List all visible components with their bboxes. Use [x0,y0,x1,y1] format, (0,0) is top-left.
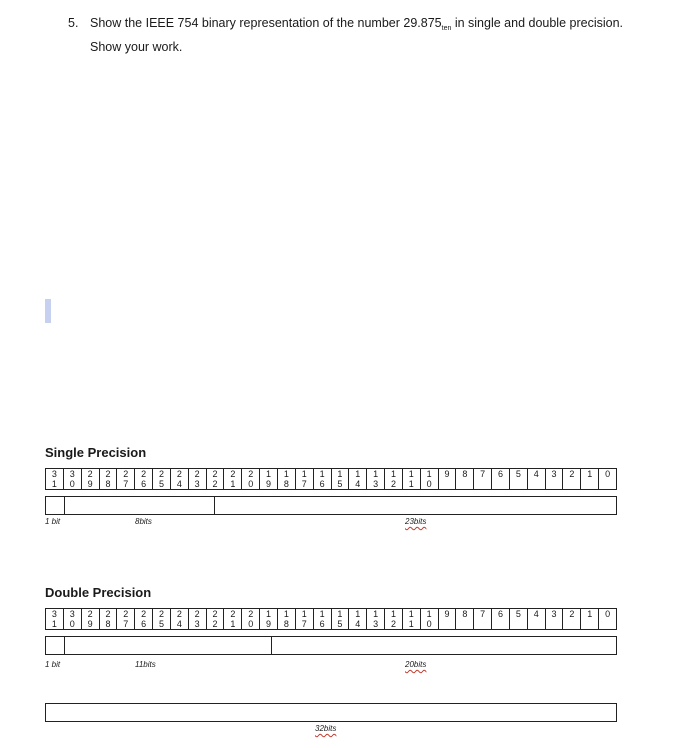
bit-index-digit: 5 [158,619,164,629]
bit-index-digit: 5 [158,479,164,489]
bit-index-digit: 0 [605,469,611,479]
bit-index-digit: 2 [212,619,218,629]
bit-index-digit: 1 [408,479,414,489]
bit-index-digit: 2 [230,609,236,619]
bit-index-digit: 4 [533,469,539,479]
double-sign-label: 1 bit [45,660,61,669]
bit-index-digit: 2 [87,609,93,619]
bit-index-digit: 9 [87,479,93,489]
bit-index-digit: 2 [158,469,164,479]
bit-index-digit: 6 [141,479,147,489]
bit-index-digit [546,619,563,629]
bit-index-digit: 1 [355,469,361,479]
bit-index-cell [527,469,545,490]
bit-index-digit: 0 [426,619,432,629]
bit-index-digit: 0 [426,479,432,489]
bit-index-digit: 6 [319,479,325,489]
bit-index-cell [242,609,260,630]
bit-index-digit: 0 [248,479,254,489]
bit-index-cell [277,469,295,490]
bit-index-cell [509,609,527,630]
single-fraction-label: 23bits [405,517,427,526]
bit-index-digit [474,619,491,629]
bit-index-digit: 2 [569,609,575,619]
bit-index-digit: 7 [123,479,129,489]
text-cursor [45,299,51,323]
bit-index-cell [349,469,367,490]
bit-index-digit [563,619,580,629]
bit-index-cell [581,469,599,490]
bit-index-cell [170,469,188,490]
bit-index-cell [385,609,403,630]
bit-index-cell [349,609,367,630]
bit-index-digit: 1 [230,479,236,489]
bit-index-digit: 1 [355,609,361,619]
bit-index-cell [420,469,438,490]
bit-index-cell [492,469,510,490]
bit-index-digit: 3 [551,469,557,479]
bit-index-cell [331,609,349,630]
single-exponent-field[interactable] [65,497,215,514]
bit-index-cell [188,469,206,490]
single-sign-field[interactable] [46,497,65,514]
single-fraction-field[interactable] [215,497,616,514]
bit-index-digit: 6 [498,469,504,479]
bit-index-cell [438,469,456,490]
bit-index-digit: 1 [266,609,272,619]
bit-index-digit [581,619,598,629]
bit-index-digit [492,479,509,489]
question-number: 5. [68,16,79,30]
bit-index-cell [581,609,599,630]
bit-index-digit: 8 [105,479,111,489]
single-bit-index-table [45,468,617,490]
bit-index-digit: 1 [266,469,272,479]
bit-index-cell [367,469,385,490]
bit-index-digit: 5 [337,619,343,629]
bit-index-digit: 2 [390,479,396,489]
bit-index-cell [599,469,617,490]
bit-index-cell [509,469,527,490]
bit-index-digit: 7 [480,609,486,619]
single-field-row [45,496,617,515]
double-field-row [45,636,617,655]
bit-index-digit: 2 [176,609,182,619]
bit-index-digit: 2 [248,609,254,619]
bit-index-digit [439,619,456,629]
bit-index-cell [563,609,581,630]
bit-index-digit: 2 [248,469,254,479]
double-fraction-field[interactable] [272,637,616,654]
bit-index-digit: 2 [158,609,164,619]
double-fraction-label: 20bits [405,660,427,669]
bit-index-cell [224,609,242,630]
single-sign-label: 1 bit [45,517,61,526]
bit-index-digit: 1 [51,479,57,489]
bit-index-digit: 4 [355,479,361,489]
bit-index-cell [206,469,224,490]
bit-index-cell [81,609,99,630]
bit-index-digit: 3 [551,609,557,619]
question-text: Show the IEEE 754 binary representation of the number $29.875_{ten}$ in single and double precision. Show your work. [90,16,624,54]
bit-index-cell [260,469,278,490]
bit-index-cell [545,609,563,630]
bit-index-digit: 2 [212,609,218,619]
bit-index-digit: 2 [569,469,575,479]
bit-index-cell [563,469,581,490]
single-exponent-label: 8bits [135,517,152,526]
bit-index-digit: 7 [123,619,129,629]
bit-index-digit: 1 [408,469,414,479]
bit-index-digit: 0 [605,609,611,619]
bit-index-digit: 4 [355,619,361,629]
bit-index-digit: 1 [426,609,432,619]
bit-index-cell [135,609,153,630]
bit-index-cell [117,469,135,490]
bit-index-cell [242,469,260,490]
bit-index-digit: 3 [69,469,75,479]
bit-index-digit: 9 [444,469,450,479]
bit-index-cell [456,609,474,630]
bit-index-digit: 7 [301,619,307,629]
single-precision-heading: Single Precision [45,445,147,460]
bit-index-cell [474,609,492,630]
bit-index-digit: 1 [373,609,379,619]
bit-index-digit: 1 [319,469,325,479]
bit-index-cell [99,609,117,630]
bit-index-digit: 1 [301,609,307,619]
bit-index-digit: 4 [176,479,182,489]
bit-index-digit: 2 [105,469,111,479]
bit-index-cell [46,469,64,490]
bit-index-cell [367,609,385,630]
double-precision-heading: Double Precision [45,585,152,600]
bit-index-digit: 6 [498,609,504,619]
bit-index-cell [385,469,403,490]
bit-index-digit: 0 [248,619,254,629]
bit-index-cell [99,469,117,490]
bit-index-digit: 2 [212,479,218,489]
bit-index-digit: 0 [69,619,75,629]
bit-index-cell [456,469,474,490]
bit-index-digit [546,479,563,489]
bit-index-cell [135,469,153,490]
bit-index-digit: 1 [587,609,593,619]
bit-index-digit: 1 [373,469,379,479]
bit-index-digit: 3 [51,469,57,479]
bit-index-cell [599,609,617,630]
bit-index-digit: 6 [319,619,325,629]
bit-index-digit [581,479,598,489]
lower-word-label: 32bits [315,724,337,733]
bit-index-cell [295,609,313,630]
bit-index-digit: 1 [426,469,432,479]
bit-index-digit: 1 [51,619,57,629]
bit-index-digit: 8 [462,469,468,479]
bit-index-cell [313,609,331,630]
bit-index-digit: 8 [462,609,468,619]
bit-index-digit: 2 [141,609,147,619]
bit-index-digit: 1 [587,469,593,479]
bit-index-digit: 3 [194,479,200,489]
bit-index-digit: 3 [373,479,379,489]
bit-index-digit: 4 [176,619,182,629]
bit-index-digit: 1 [390,469,396,479]
bit-index-digit: 2 [230,469,236,479]
bit-index-cell [313,469,331,490]
bit-index-cell [474,469,492,490]
bit-index-digit: 5 [515,609,521,619]
bit-index-digit: 3 [373,619,379,629]
double-bit-index-table [45,608,617,630]
bit-index-digit: 9 [87,619,93,629]
bit-index-digit [599,619,616,629]
bit-index-digit: 1 [390,609,396,619]
bit-index-digit: 5 [515,469,521,479]
bit-index-cell [170,609,188,630]
bit-index-digit: 8 [105,619,111,629]
bit-index-digit: 1 [408,609,414,619]
bit-index-cell [63,469,81,490]
question-line2: Show your work. [90,40,183,54]
bit-index-digit: 7 [480,469,486,479]
bit-index-cell [153,469,171,490]
bit-index-digit [528,619,545,629]
bit-index-cell [438,609,456,630]
bit-index-digit: 1 [337,469,343,479]
bit-index-digit: 1 [319,609,325,619]
bit-index-cell [295,469,313,490]
bit-index-digit [474,479,491,489]
bit-index-digit: 1 [230,619,236,629]
bit-index-digit: 2 [194,609,200,619]
bit-index-digit: 2 [105,609,111,619]
bit-index-cell [224,469,242,490]
bit-index-cell [545,469,563,490]
bit-index-cell [492,609,510,630]
double-sign-field[interactable] [46,637,65,654]
bit-index-digit [599,479,616,489]
bit-index-cell [188,609,206,630]
bit-index-digit [456,479,473,489]
bit-index-cell [527,609,545,630]
bit-index-digit: 8 [283,479,289,489]
bit-index-cell [260,609,278,630]
bit-index-digit: 2 [390,619,396,629]
bit-index-digit [439,479,456,489]
bit-index-digit [510,619,527,629]
bit-index-digit: 8 [283,619,289,629]
bit-index-digit: 1 [337,609,343,619]
bit-index-digit: 2 [212,469,218,479]
bit-index-digit [563,479,580,489]
bit-index-digit [528,479,545,489]
bit-index-digit: 0 [69,479,75,489]
bit-index-digit [492,619,509,629]
bit-index-digit: 9 [266,479,272,489]
bit-index-digit: 2 [176,469,182,479]
bit-index-digit: 6 [141,619,147,629]
bit-index-digit: 9 [444,609,450,619]
bit-index-digit: 5 [337,479,343,489]
bit-index-cell [277,609,295,630]
bit-index-digit: 4 [533,609,539,619]
bit-index-cell [402,469,420,490]
lower-word-field[interactable] [45,703,617,722]
bit-index-digit: 7 [301,479,307,489]
bit-index-digit: 3 [69,609,75,619]
bit-index-cell [420,609,438,630]
bit-index-digit: 2 [194,469,200,479]
bit-index-cell [206,609,224,630]
bit-index-digit: 2 [87,469,93,479]
bit-index-digit: 3 [194,619,200,629]
bit-index-digit: 2 [123,609,129,619]
bit-index-digit: 3 [51,609,57,619]
bit-index-digit: 9 [266,619,272,629]
double-exponent-label: 11bits [135,660,156,669]
bit-index-digit [456,619,473,629]
bit-index-digit: 1 [283,469,289,479]
bit-index-digit: 2 [123,469,129,479]
subscript-ten: ten [441,25,452,32]
bit-index-cell [402,609,420,630]
bit-index-digit: 1 [301,469,307,479]
bit-index-cell [81,469,99,490]
bit-index-cell [46,609,64,630]
bit-index-cell [63,609,81,630]
bit-index-digit: 2 [141,469,147,479]
bit-index-cell [117,609,135,630]
bit-index-digit: 1 [283,609,289,619]
bit-index-cell [331,469,349,490]
bit-index-digit [510,479,527,489]
double-exponent-field[interactable] [65,637,272,654]
bit-index-digit: 1 [408,619,414,629]
bit-index-cell [153,609,171,630]
